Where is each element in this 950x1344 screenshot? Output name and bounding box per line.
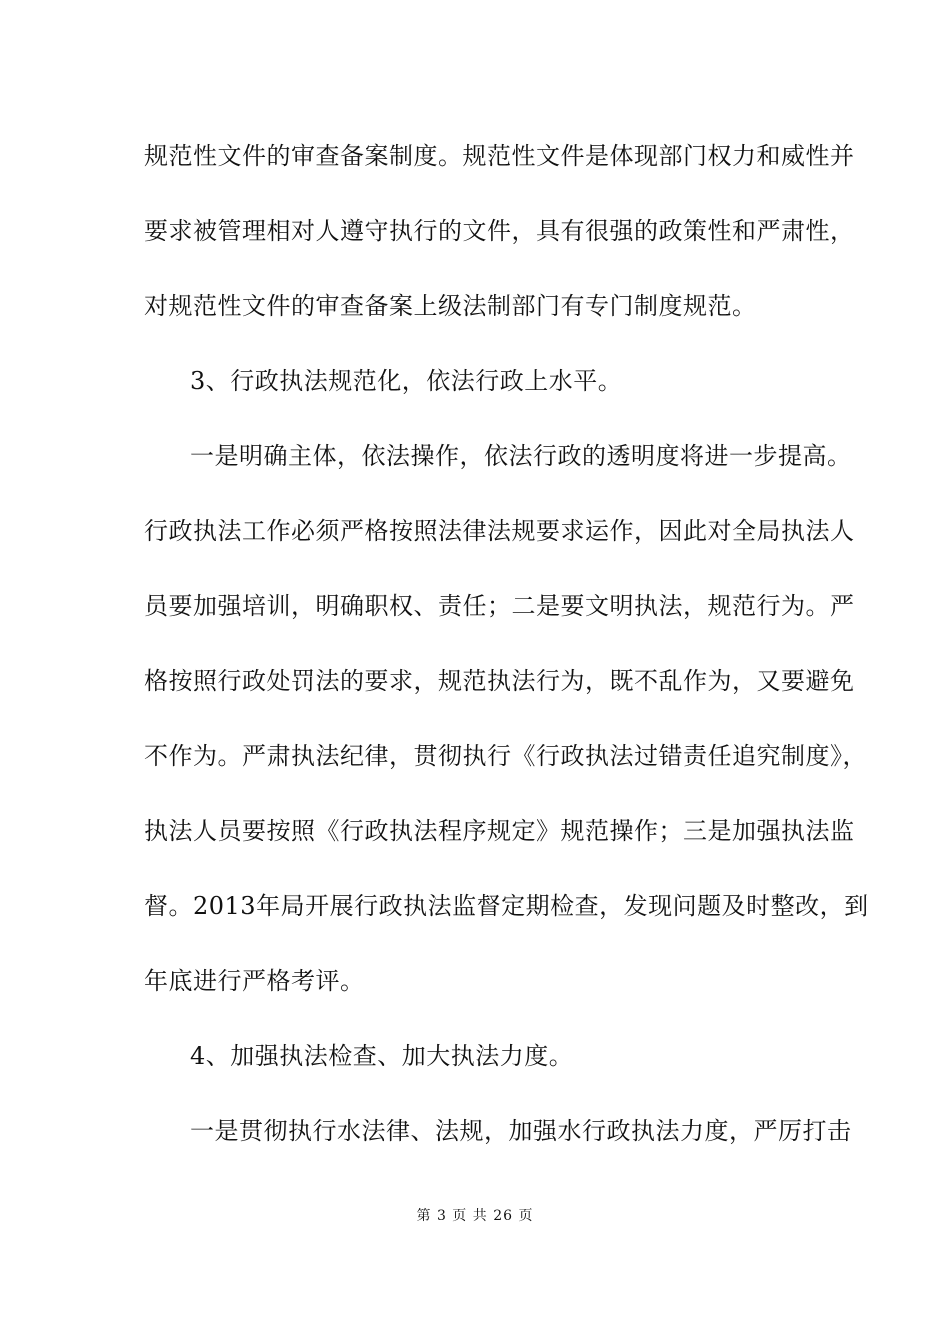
text-line: 对规范性文件的审查备案上级法制部门有专门制度规范。: [144, 292, 757, 320]
text-line: 格按照行政处罚法的要求，规范执法行为，既不乱作为，又要避免: [144, 667, 855, 695]
section-heading: 3、行政执法规范化，依法行政上水平。: [190, 367, 623, 395]
text-line: 行政执法工作必须严格按照法律法规要求运作，因此对全局执法人: [144, 517, 855, 545]
text-line: 一是贯彻执行水法律、法规，加强水行政执法力度，严厉打击: [190, 1117, 852, 1145]
text-line: 要求被管理相对人遵守执行的文件，具有很强的政策性和严肃性，: [144, 217, 855, 245]
text-line: 执法人员要按照《行政执法程序规定》规范操作；三是加强执法监: [144, 817, 855, 845]
text-line: 不作为。严肃执法纪律，贯彻执行《行政执法过错责任追究制度》，: [144, 742, 867, 770]
text-line: 年底进行严格考评。: [144, 967, 365, 995]
section-heading: 4、加强执法检查、加大执法力度。: [190, 1042, 574, 1070]
page-number-footer: 第 3 页 共 26 页: [416, 1208, 534, 1224]
text-line: 规范性文件的审查备案制度。规范性文件是体现部门权力和威性并: [144, 142, 855, 170]
text-line: 员要加强培训，明确职权、责任；二是要文明执法，规范行为。严: [144, 592, 855, 620]
text-line: 督。2013年局开展行政执法监督定期检查，发现问题及时整改，到: [144, 892, 869, 920]
text-line: 一是明确主体，依法操作，依法行政的透明度将进一步提高。: [190, 442, 852, 470]
